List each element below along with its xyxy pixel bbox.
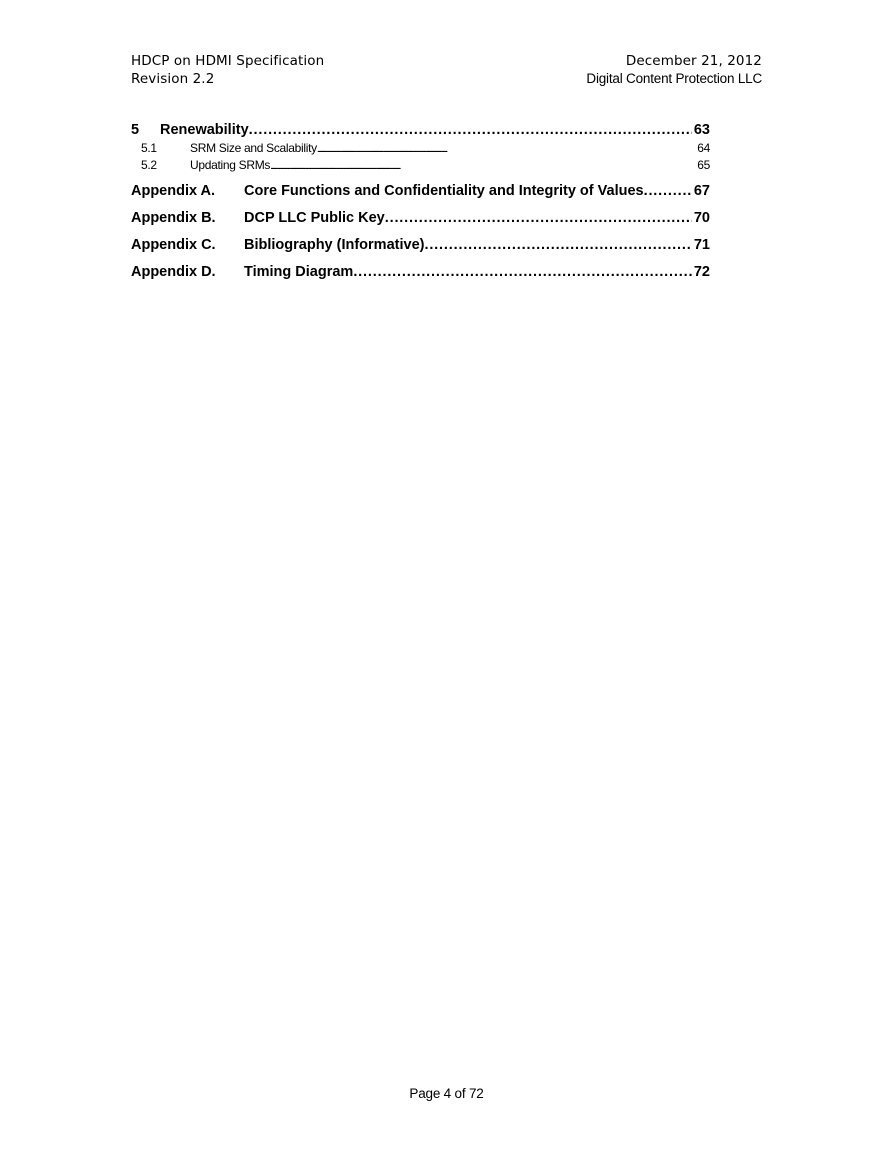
toc-dot-leader: [424, 232, 691, 259]
toc-entry-title: Timing Diagram: [244, 264, 354, 280]
header-left: [131, 52, 324, 88]
organization-name: Digital Content Protection LLC: [586, 71, 762, 86]
toc-entry-number: 5: [131, 122, 140, 138]
toc-dot-leader: [317, 140, 697, 158]
toc-entry-page: 72: [693, 264, 710, 280]
toc-appendix-label: Appendix D.: [131, 264, 216, 280]
toc-entry-title: SRM Size and Scalability: [190, 141, 317, 155]
toc-appendix-b[interactable]: [131, 205, 710, 232]
toc-entry-title: DCP LLC Public Key: [244, 210, 385, 226]
toc-appendix-d[interactable]: [131, 259, 710, 286]
toc-section-5-2[interactable]: [131, 157, 710, 174]
toc-entry-page: 63: [693, 122, 710, 138]
toc-appendix-a[interactable]: [131, 178, 710, 205]
toc-entry-page: 70: [693, 210, 710, 226]
header-right: [586, 52, 762, 88]
toc-entry-title: Core Functions and Confidentiality and Integrity of Values: [244, 183, 644, 199]
toc-dot-leader: [249, 120, 692, 140]
toc-dot-leader: [353, 259, 692, 286]
toc-dot-leader: [644, 178, 692, 205]
toc-entry-title: Bibliography (Informative): [244, 237, 425, 253]
toc-section-5-1[interactable]: [131, 140, 710, 157]
toc-appendix-c[interactable]: [131, 232, 710, 259]
toc-entry-number: 5.1: [141, 141, 157, 155]
toc-entry-title: Renewability: [160, 122, 249, 138]
toc-entry-title: Updating SRMs: [190, 158, 271, 172]
page-footer: [0, 1085, 893, 1103]
toc-chapter-5[interactable]: [131, 120, 710, 140]
document-date: December 21, 2012: [625, 53, 762, 69]
page-header: [131, 52, 762, 90]
toc-entry-page: 71: [693, 237, 710, 253]
toc-entry-page: 64: [697, 141, 710, 155]
table-of-contents: [131, 120, 710, 286]
revision-label: Revision 2.2: [131, 71, 215, 87]
toc-appendix-label: Appendix B.: [131, 210, 216, 226]
toc-entry-number: 5.2: [141, 158, 157, 172]
page-number: Page 4 of 72: [409, 1086, 484, 1101]
toc-entry-page: 67: [693, 183, 710, 199]
toc-dot-leader: [270, 157, 697, 175]
toc-appendix-label: Appendix A.: [131, 183, 216, 199]
toc-entry-page: 65: [697, 158, 710, 172]
document-title: HDCP on HDMI Specification: [131, 53, 325, 69]
toc-appendix-label: Appendix C.: [131, 237, 216, 253]
toc-dot-leader: [385, 205, 692, 232]
